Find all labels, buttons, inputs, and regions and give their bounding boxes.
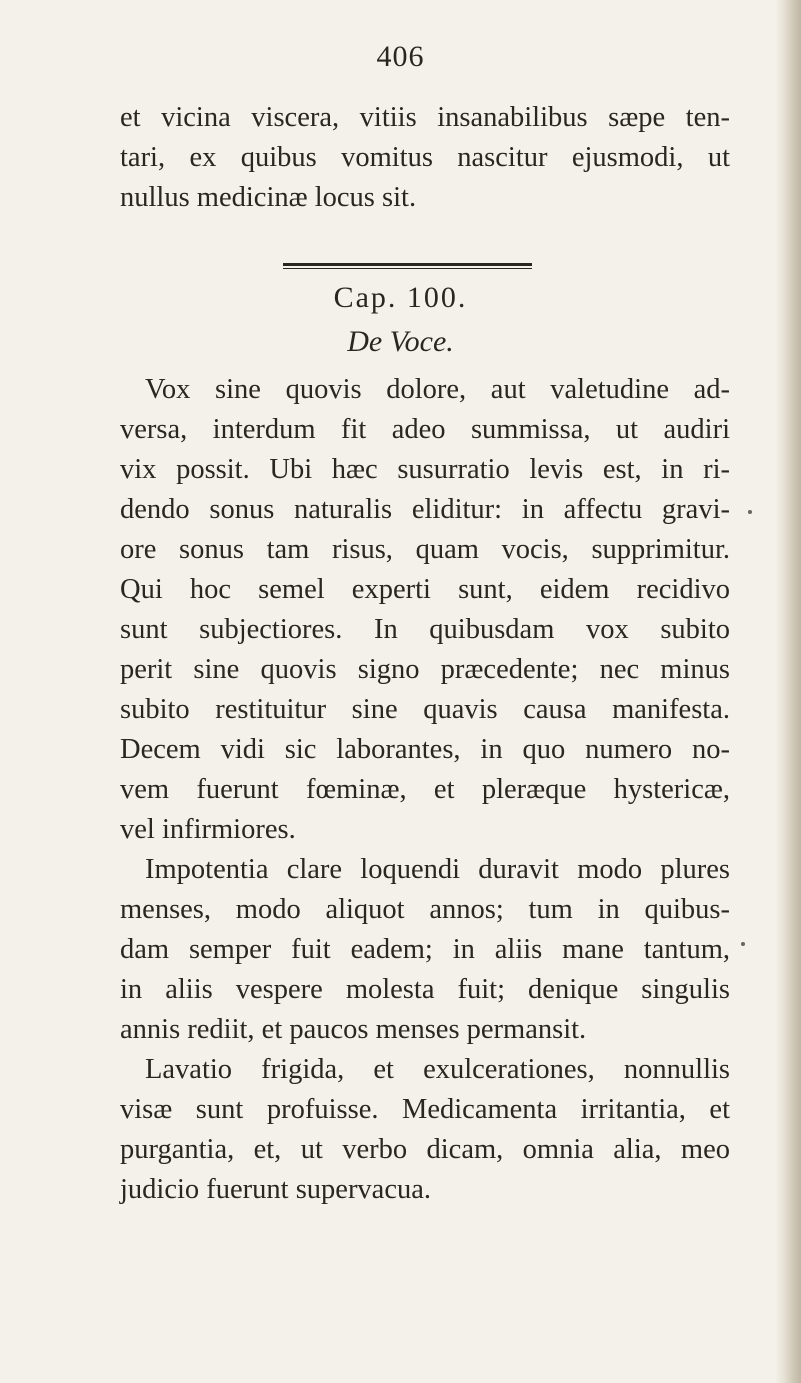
text-line: visæ sunt profuisse. Medicamenta irritantia, et (120, 1094, 730, 1125)
chapter-heading: Cap. 100. (333, 281, 468, 314)
text-line: menses, modo aliquot annos; tum in quibus- (120, 894, 730, 925)
text-line: dendo sonus naturalis eliditur: in affectu gravi- (120, 494, 730, 525)
text-line: vem fuerunt fœminæ, et pleræque hystericæ, (120, 774, 730, 805)
text-line: vix possit. Ubi hæc susurratio levis est, in ri- (120, 454, 730, 485)
text-line: in aliis vespere molesta fuit; denique singulis (120, 974, 730, 1005)
section-divider-thin (283, 268, 532, 269)
page-edge-shadow (775, 0, 801, 1383)
text-line: tari, ex quibus vomitus nascitur ejusmodi, ut (120, 142, 730, 173)
chapter-title: De Voce. (347, 325, 454, 358)
text-line: subito restituitur sine quavis causa manifesta. (120, 694, 730, 725)
text-line: et vicina viscera, vitiis insanabilibus sæpe ten- (120, 102, 730, 133)
text-line: Decem vidi sic laborantes, in quo numero no- (120, 734, 730, 765)
text-line: versa, interdum fit adeo summissa, ut audiri (120, 414, 730, 445)
text-line: ore sonus tam risus, quam vocis, supprimitur. (120, 534, 730, 565)
paper-speck (748, 510, 752, 514)
text-line: dam semper fuit eadem; in aliis mane tantum, (120, 934, 730, 965)
page-number: 406 (376, 40, 425, 73)
text-line: judicio fuerunt supervacua. (120, 1174, 432, 1205)
text-line: Qui hoc semel experti sunt, eidem recidivo (120, 574, 730, 605)
text-line: vel infirmiores. (120, 814, 296, 845)
text-line: annis rediit, et paucos menses permansit. (120, 1014, 587, 1045)
text-line: nullus medicinæ locus sit. (120, 182, 417, 213)
text-line: Impotentia clare loquendi duravit modo plures (145, 854, 730, 885)
text-line: sunt subjectiores. In quibusdam vox subito (120, 614, 730, 645)
text-line: perit sine quovis signo præcedente; nec minus (120, 654, 730, 685)
text-line: Vox sine quovis dolore, aut valetudine ad- (145, 374, 730, 405)
paper-speck (741, 942, 745, 946)
section-divider (283, 263, 532, 266)
text-line: Lavatio frigida, et exulcerationes, nonnullis (145, 1054, 730, 1085)
text-line: purgantia, et, ut verbo dicam, omnia alia, meo (120, 1134, 730, 1165)
